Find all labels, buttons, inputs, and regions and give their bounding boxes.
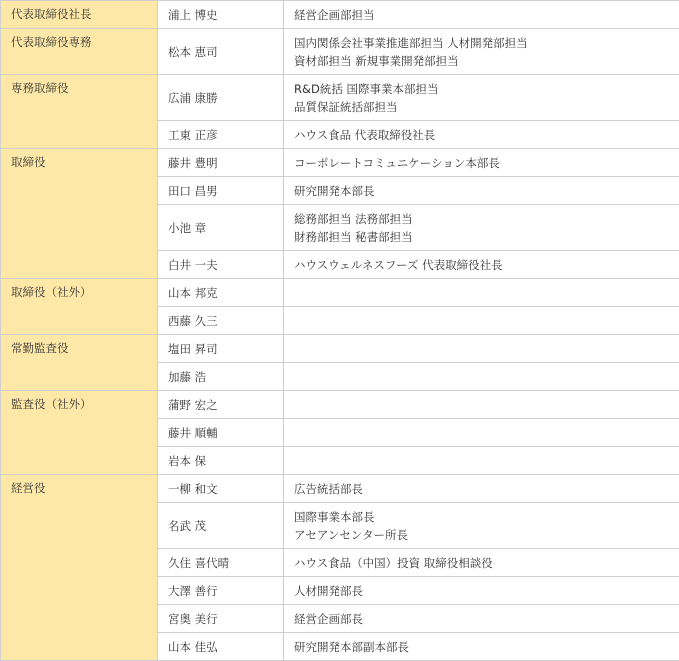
officer-name: 山本 邦克 <box>158 279 284 307</box>
officer-row <box>1 75 679 121</box>
officer-duties <box>284 121 679 149</box>
officer-duties <box>284 475 679 503</box>
officer-name: 藤井 豊明 <box>158 149 284 177</box>
officer-row <box>1 335 679 363</box>
officer-name: 工東 正彦 <box>158 121 284 149</box>
duty-line: 研究開発本部長 <box>294 183 375 198</box>
officer-duties <box>284 419 679 447</box>
duty-line: 総務部担当 法務部担当 <box>294 211 413 226</box>
officer-name: 宮奥 美行 <box>158 605 284 633</box>
officer-name: 小池 章 <box>158 205 284 251</box>
duty-line: 国際事業本部長 <box>294 509 375 524</box>
officer-duties <box>284 391 679 419</box>
duty-line: R&D統括 国際事業本部担当 <box>294 81 439 96</box>
duty-line: 経営企画部担当 <box>294 7 375 22</box>
officer-duties <box>284 1 679 29</box>
officer-name: 岩本 保 <box>158 447 284 475</box>
officer-duties <box>284 363 679 391</box>
officer-name: 塩田 昇司 <box>158 335 284 363</box>
officer-name: 名武 茂 <box>158 503 284 549</box>
officer-duties <box>284 605 679 633</box>
officer-duties <box>284 633 679 661</box>
duty-line: アセアンセンター所長 <box>294 527 408 542</box>
duty-line: 研究開発本部副本部長 <box>294 639 409 654</box>
officer-duties <box>284 177 679 205</box>
officer-row <box>1 279 679 307</box>
position-title: 代表取締役社長 <box>1 1 158 29</box>
duty-line: 人材開発部長 <box>294 583 363 598</box>
officer-duties <box>284 149 679 177</box>
officer-name: 藤井 順輔 <box>158 419 284 447</box>
officer-name: 一柳 和文 <box>158 475 284 503</box>
officer-name: 白井 一夫 <box>158 251 284 279</box>
duty-line: 資材部担当 新規事業開発部担当 <box>294 53 459 68</box>
officer-row <box>1 475 679 503</box>
duty-line: 国内関係会社事業推進部担当 人材開発部担当 <box>294 35 528 50</box>
officer-duties <box>284 75 679 121</box>
position-title: 監査役（社外） <box>1 391 158 475</box>
duty-line: ハウス食品（中国）投資 取締役相談役 <box>294 555 493 570</box>
officer-name: 浦上 博史 <box>158 1 284 29</box>
officer-name: 久住 喜代晴 <box>158 549 284 577</box>
officer-name: 蒲野 宏之 <box>158 391 284 419</box>
officer-name: 田口 昌男 <box>158 177 284 205</box>
officer-row <box>1 29 679 75</box>
officer-name: 西藤 久三 <box>158 307 284 335</box>
officer-row <box>1 149 679 177</box>
officer-name: 広浦 康勝 <box>158 75 284 121</box>
duty-line: 品質保証統括部担当 <box>294 99 398 114</box>
duty-line: ハウスウェルネスフーズ 代表取締役社長 <box>294 257 503 272</box>
officer-name: 大澤 善行 <box>158 577 284 605</box>
duty-line: 広告統括部長 <box>294 481 363 496</box>
officer-row <box>1 391 679 419</box>
position-title: 常勤監査役 <box>1 335 158 391</box>
officer-duties <box>284 29 679 75</box>
officer-duties <box>284 205 679 251</box>
officer-duties <box>284 577 679 605</box>
position-title: 代表取締役専務 <box>1 29 158 75</box>
duty-line: ハウス食品 代表取締役社長 <box>294 127 436 142</box>
officer-name: 松本 恵司 <box>158 29 284 75</box>
officers-table-body <box>1 1 679 661</box>
position-title: 取締役 <box>1 149 158 279</box>
duty-line: 財務部担当 秘書部担当 <box>294 229 413 244</box>
position-title: 取締役（社外） <box>1 279 158 335</box>
officer-name: 加藤 浩 <box>158 363 284 391</box>
officer-duties <box>284 503 679 549</box>
officer-duties <box>284 251 679 279</box>
duty-line: コーポレートコミュニケーション本部長 <box>294 155 500 170</box>
officer-name: 山本 佳弘 <box>158 633 284 661</box>
officer-duties <box>284 279 679 307</box>
duty-line: 経営企画部長 <box>294 611 363 626</box>
position-title: 専務取締役 <box>1 75 158 149</box>
officer-duties <box>284 447 679 475</box>
officer-row <box>1 1 679 29</box>
officer-duties <box>284 335 679 363</box>
position-title: 経営役 <box>1 475 158 661</box>
officer-duties <box>284 307 679 335</box>
officer-duties <box>284 549 679 577</box>
